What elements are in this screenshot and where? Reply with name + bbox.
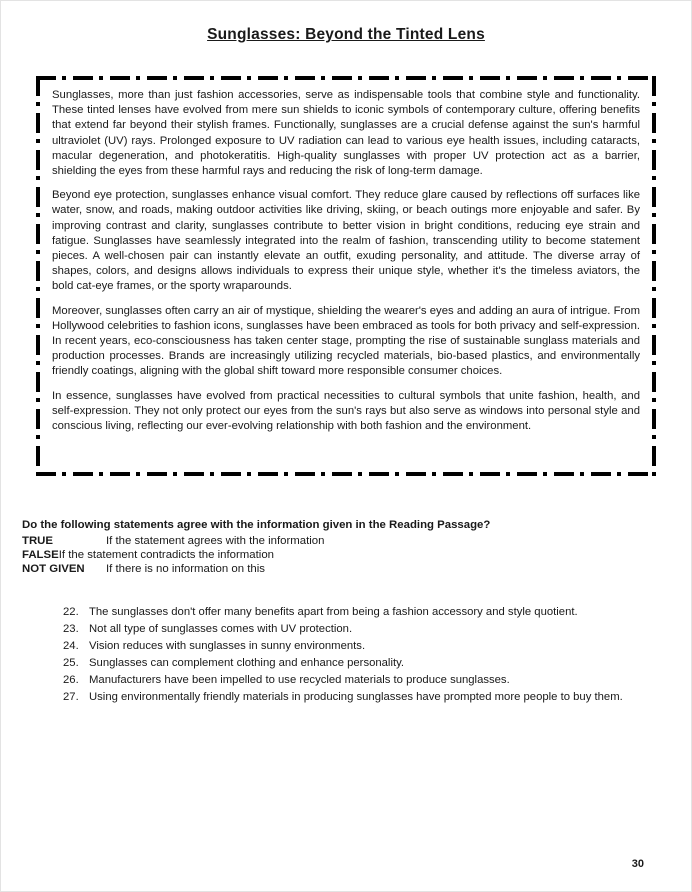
dashed-border-bottom xyxy=(36,472,656,476)
option-true-description: If the statement agrees with the information xyxy=(106,535,325,548)
question-25-text: Sunglasses can complement clothing and enhance personality. xyxy=(89,657,405,670)
question-25 xyxy=(63,657,662,671)
question-27 xyxy=(63,691,662,705)
reading-passage-box xyxy=(36,76,656,476)
dashed-border-top xyxy=(36,76,656,80)
task-instructions xyxy=(22,518,670,576)
option-not-given-description: If there is no information on this xyxy=(106,563,265,576)
question-22-text: The sunglasses don't offer many benefits apart from being a fashion accessory and style quotient. xyxy=(89,606,578,619)
dashed-border-left xyxy=(36,76,40,476)
question-22 xyxy=(63,606,662,620)
question-24-text: Vision reduces with sunglasses in sunny environments. xyxy=(89,640,366,653)
question-27-number: 27. xyxy=(63,691,79,704)
question-25-number: 25. xyxy=(63,657,79,670)
question-26-text: Manufacturers have been impelled to use recycled materials to produce sunglasses. xyxy=(89,674,510,687)
passage-paragraph-1: Sunglasses, more than just fashion accessories, serve as indispensable tools that combine style and functionality. These tinted lenses have evolved from mere sun shields to iconic symbols of contemporary culture, offering benefits that extend far beyond their stylish frames. Functionally, sunglasses are a crucial defense against the sun's harmful ultraviolet (UV) rays. Prolonged exposure to UV radiation can lead to various eye health issues, including cataracts, macular degeneration, and photokeratitis. High-quality sunglasses with proper UV protection act as a barrier, shielding the eyes from these harmful rays and reducing the risk of long-term damage. xyxy=(52,89,640,178)
task-instruction-text: Do the following statements agree with the information given in the Reading Passage? xyxy=(22,519,491,532)
question-22-number: 22. xyxy=(63,606,79,619)
passage-paragraph-3: Moreover, sunglasses often carry an air of mystique, shielding the wearer's eyes and adding an aura of intrigue. From Hollywood celebrities to fashion icons, sunglasses have been embraced as tools for both privacy and self-expression. In recent years, eco-consciousness has taken center stage, prompting the rise of sustainable sunglass materials and production processes. Brands are increasingly utilizing recycled materials, bio-based plastics, and environmentally friendly coatings, aligning with the global shift toward more responsible consumer choices. xyxy=(52,304,640,378)
option-false-description: If the statement contradicts the information xyxy=(58,549,274,562)
passage-paragraph-4: In essence, sunglasses have evolved from practical necessities to cultural symbols that unite fashion, health, and self-expression. They not only protect our eyes from the sun's rays but also serve as windows into personal style and conscious living, reflecting our ever-evolving relationship with both fashion and the environment. xyxy=(52,389,640,433)
question-23-number: 23. xyxy=(63,623,79,636)
question-26 xyxy=(63,674,662,688)
question-23 xyxy=(63,623,662,637)
option-not-given-label: NOT GIVEN xyxy=(22,563,85,576)
dashed-border-right xyxy=(652,76,656,476)
page-title: Sunglasses: Beyond the Tinted Lens xyxy=(207,26,485,43)
option-true-label: TRUE xyxy=(22,535,54,548)
passage-paragraph-2: Beyond eye protection, sunglasses enhance visual comfort. They reduce glare caused by reflections off surfaces like water, snow, and roads, making outdoor activities like driving, skiing, or beach outings more enjoyable and safer. By improving contrast and clarity, sunglasses contribute to better vision in bright conditions, reducing eye strain and fatigue. Sunglasses have seamlessly integrated into the realm of fashion, transcending utility to become statement pieces. A well-chosen pair can instantly elevate an outfit, exuding personality, and attitude. The diverse array of shapes, colors, and designs allows individuals to express their unique style, whether it's the timeless aviators, the bold cat-eye frames, or the sporty wraparounds. xyxy=(52,189,640,293)
question-23-text: Not all type of sunglasses comes with UV protection. xyxy=(89,623,353,636)
page-number: 30 xyxy=(631,858,644,870)
question-27-text: Using environmentally friendly materials in producing sunglasses have prompted more people to buy them. xyxy=(89,691,623,704)
option-false xyxy=(22,548,670,562)
question-list xyxy=(63,606,662,705)
option-false-label: FALSE xyxy=(22,549,59,562)
question-26-number: 26. xyxy=(63,674,79,687)
question-24 xyxy=(63,640,662,654)
option-true xyxy=(22,534,670,548)
option-not-given xyxy=(22,562,670,576)
question-24-number: 24. xyxy=(63,640,79,653)
